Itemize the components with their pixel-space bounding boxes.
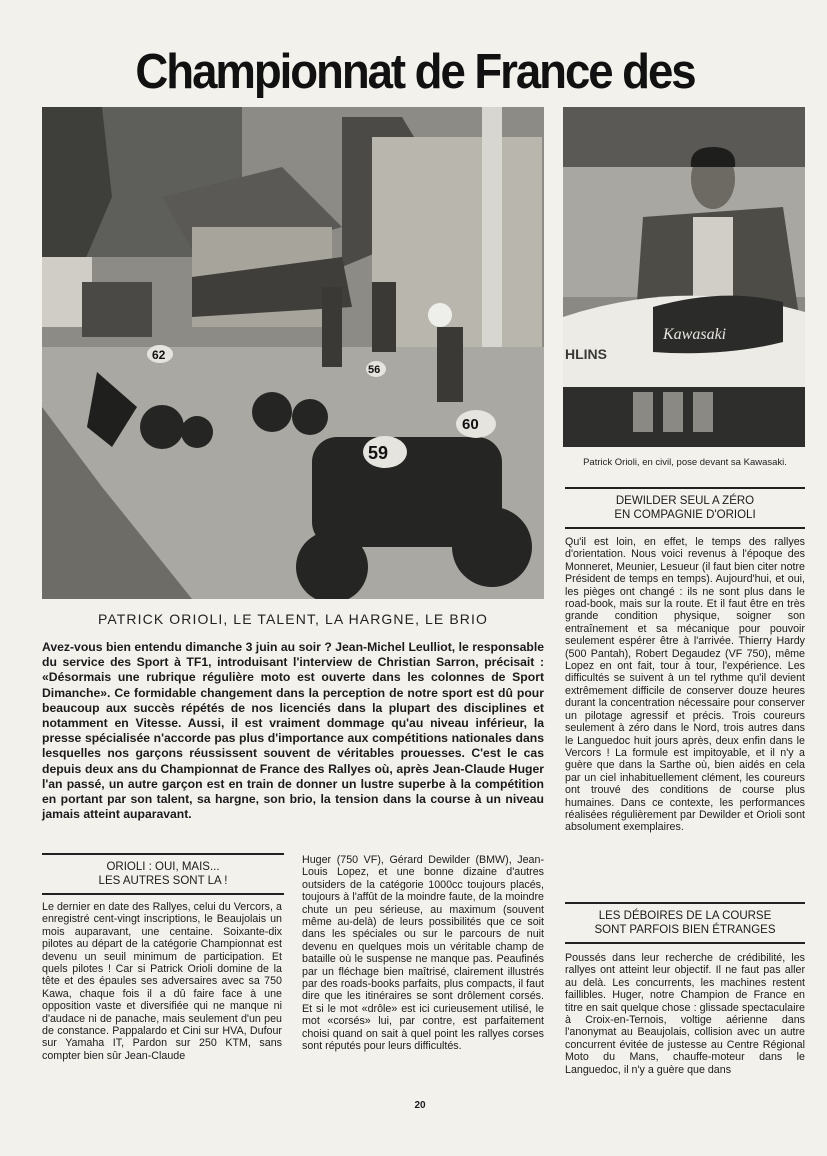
article-column-2: Huger (750 VF), Gérard Dewilder (BMW), Jean-Louis Lopez, et une bonne dizaine d'autres outsiders de la catégorie 1000cc toujours placés, toujours à l'affût de la moindre faute, de la moindre chute un peu sérieuse, au maximum (souvent même au-delà) de leurs possibilités que ce soit dans les spéciales ou sur le parcours de nuit devenu en quelques mois un véritable champ de bataille où le suspense ne manque pas. Peaufinés par un fléchage bien maîtrisé, clairement illustrés par des roads-books parfaits, plus compacts, il faut dire que les itinéraires se sont drôlement corsés. Et si le mot «drôle» est ici curieusement utilisé, le mot «corsés» lui, par contre, est parfaitement choisi quand on sait à quel point les rallyes corses sont réputés pour leurs difficultés. xyxy=(302,854,544,1053)
plate-62: 62 xyxy=(152,348,166,362)
section-heading-line: LES AUTRES SONT LA ! xyxy=(98,875,228,887)
plate-60: 60 xyxy=(462,416,479,433)
plate-56: 56 xyxy=(368,364,381,376)
intro-paragraph: Avez-vous bien entendu dimanche 3 juin au soir ? Jean-Michel Leulliot, le responsable du service des Sport à TF1, introduisant l'interview de Christian Sarron, précisait : «Désormais une rubrique régulière moto est ouverte dans les colonnes de Sport Dimanche». Ce formidable changement dans la perception de notre sport est dû pour beaucoup aux succès répétés de nos licenciés dans la plupart des disciplines et notamment en Vitesse. Aussi, il est vraiment dommage qu'au niveau inférieur, la presse spécialisée n'accorde pas plus d'importance aux compétitions nationales dans lesquelles nos garçons réussissent souvent de véritables prouesses. C'est le cas depuis deux ans du Championnat de France des Rallyes où, après Jean-Claude Huger l'an passé, un autre garçon est en train de donner un lustre superbe à la compétition en portant par son talent, sa hargne, son brio, la tension dans la course à un niveau jamais atteint auparavant. xyxy=(42,640,544,822)
section-heading-line: ORIOLI : OUI, MAIS... xyxy=(106,861,220,873)
section-heading-line: SONT PARFOIS BIEN ÉTRANGES xyxy=(594,924,776,936)
rally-photo xyxy=(42,107,544,599)
page-title: Championnat de France des xyxy=(135,45,695,99)
section-heading-line: DEWILDER SEUL A ZÉRO xyxy=(615,495,755,507)
section-heading-line: LES DÉBOIRES DE LA COURSE xyxy=(598,910,772,922)
page-number: 20 xyxy=(414,1100,426,1111)
article-column-3: Qu'il est loin, en effet, le temps des rallyes d'orientation. Nous voici revenus à l'époque des Monneret, Meunier, Lesueur (il faut bien citer notre Président de temps en temps). Aujourd'hui, et oui, les pièges ont changé : ils ne sont plus dans le road-book, mais sur la route. Et il faut être en très grande condition physique, soigner son entraînement et sa mécanique pour pouvoir seulement espérer être à l'arrivée. Thierry Hardy (500 Pantah), Robert Degaudez (VF 750), même Lopez en ont fait, tour à tour, l'expérience. Les difficultés se suivent à un tel rythme qu'il devient extrêmement difficile de conserver douze heures durant la concentration nécessaire pour conserver un pilotage agressif et précis. Trois coureurs seulement à zéro dans le Nord, trois autres dans le Languedoc huit jours après, deux enfin dans le Vercors ! La formule est impitoyable, et il n'y a guère que dans la Sarthe où, bien aidés en cela par un ciel inhabituellement clément, les coureurs ont trouvé des conditions de course plus humaines. Dans ce contexte, les performances réalisées régulièrement par Dewilder et Orioli sont absolument exemplaires. xyxy=(565,536,805,834)
article-column-4: Poussés dans leur recherche de crédibilité, les rallyes ont atteint leur objectif. Il ne faut pas aller au delà. Les concurrents, les machines restent faillibles. Huger, notre Champion de France en titre en sait quelque chose : glissade spectaculaire à Croix-en-Ternois, voltige aérienne dans l'anonymat au Beaujolais, collision avec un autre concurrent évitée de justesse au Centre Régional Moto du Mans, chauffe-moteur dans le Languedoc, il n'y a guère que dans xyxy=(565,952,805,1076)
article-column-1: Le dernier en date des Rallyes, celui du Vercors, a enregistré cent-vingt inscriptions, le Beaujolais un mois auparavant, une centaine. Soixante-dix pilotes au départ de la catégorie Championnat est devenu un seuil minimum de participation. Et quels pilotes ! Car si Patrick Orioli domine de la tête et des épaules ses adversaires avec sa 750 Kawa, chaque fois il a dû faire face à une opposition vaste et diversifiée qui ne manque ni d'audace ni de panache, mais seulement d'un peu de constance. Pappalardo et Cini sur HVA, Dufour sur Yamaha IT, Pardon sur 250 KTM, sans compter bien sûr Jean-Claude xyxy=(42,901,282,1062)
section-heading-line: EN COMPAGNIE D'ORIOLI xyxy=(614,509,756,521)
rally-photo-caption: PATRICK ORIOLI, LE TALENT, LA HARGNE, LE BRIO xyxy=(97,611,488,627)
section-heading-dewilder xyxy=(565,487,805,529)
section-heading-orioli xyxy=(42,853,284,895)
portrait-caption: Patrick Orioli, en civil, pose devant sa Kawasaki. xyxy=(583,457,787,468)
orioli-portrait-photo xyxy=(563,107,805,447)
kawasaki-logo: Kawasaki xyxy=(663,326,727,343)
ohlins-sticker: HLINS xyxy=(565,346,607,362)
section-heading-deboires xyxy=(565,902,805,944)
plate-59: 59 xyxy=(368,443,389,463)
